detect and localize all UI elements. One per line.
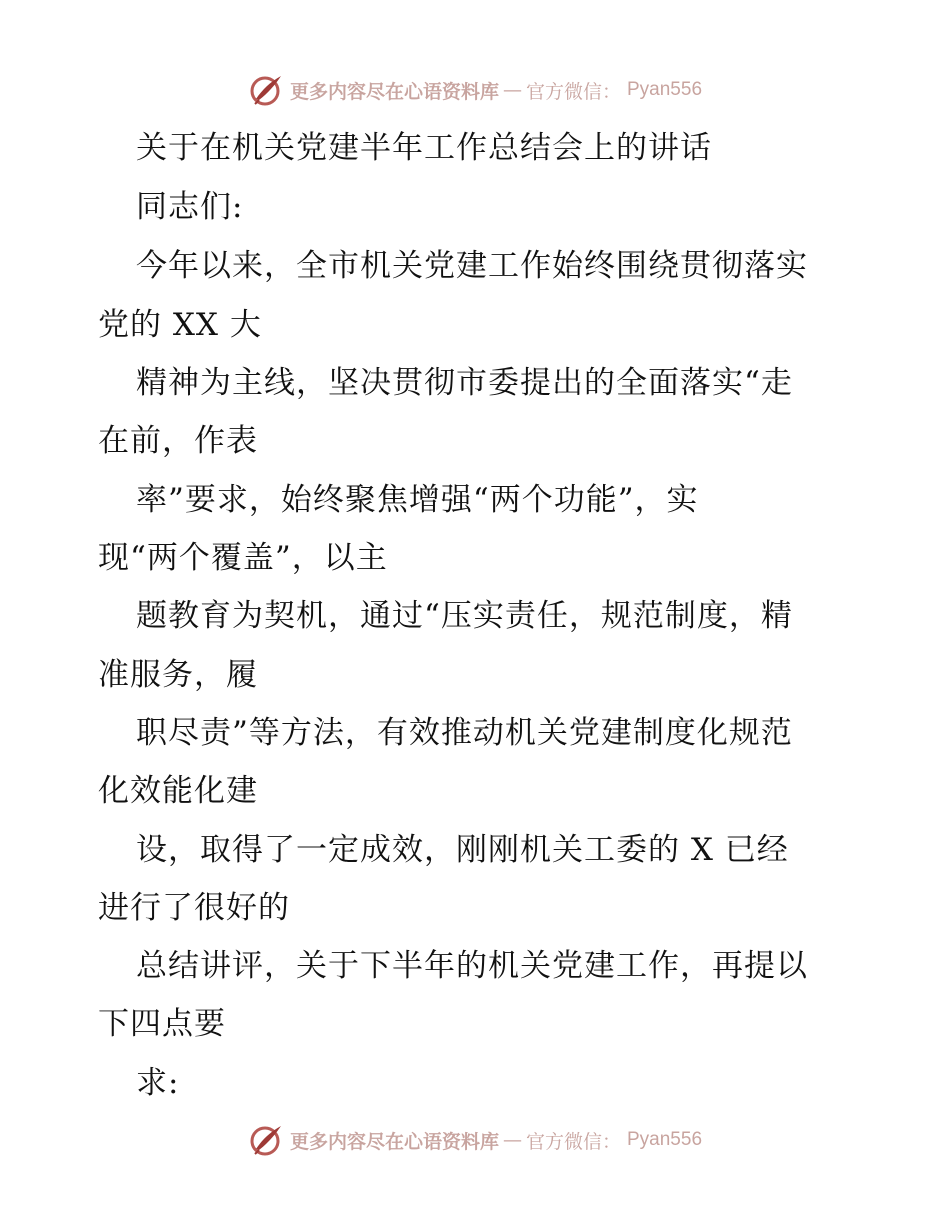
watermark-wechat-label: 官方微信：: [525, 80, 621, 103]
watermark-wechat-label: 官方微信：: [525, 1130, 621, 1153]
paragraph-line: 今年以来，全市机关党建工作始终围绕贯彻落实: [136, 248, 808, 284]
watermark-wechat-id: Pyan556: [627, 79, 703, 100]
paragraph-line: 精神为主线，坚决贯彻市委提出的全面落实“走: [136, 365, 793, 401]
paragraph-line: 在前，作表: [98, 423, 258, 459]
watermark-brand: 更多内容尽在心语资料库: [289, 1130, 499, 1153]
watermark-dash: —: [502, 79, 522, 101]
paragraph-line: 化效能化建: [98, 773, 258, 809]
paragraph-line: 党的 XX 大: [98, 307, 262, 343]
paragraph-line: 求:: [136, 1065, 180, 1101]
footer-watermark: [0, 1120, 950, 1160]
document-title: 关于在机关党建半年工作总结会上的讲话: [136, 130, 712, 166]
watermark-wechat-id: Pyan556: [627, 1129, 703, 1150]
paragraph-line: 下四点要: [98, 1006, 226, 1042]
paragraph-line: 总结讲评，关于下半年的机关党建工作，再提以: [136, 948, 808, 984]
paragraph-line: 职尽责”等方法，有效推动机关党建制度化规范: [136, 715, 793, 751]
watermark-brand: 更多内容尽在心语资料库: [289, 80, 499, 103]
paragraph-line: 题教育为契机，通过“压实责任，规范制度，精: [136, 598, 793, 634]
header-watermark: [0, 70, 950, 110]
paragraph-line: 现“两个覆盖”，以主: [98, 540, 388, 576]
paragraph-line: 进行了很好的: [98, 890, 290, 926]
quill-pen-logo-icon: [248, 72, 284, 108]
paragraph-line: 设，取得了一定成效，刚刚机关工委的 X 已经: [136, 832, 789, 868]
salutation: 同志们:: [136, 189, 244, 225]
paragraph-line: 准服务，履: [98, 657, 258, 693]
watermark-dash: —: [502, 1129, 522, 1151]
quill-pen-logo-icon: [248, 1122, 284, 1158]
paragraph-line: 率”要求，始终聚焦增强“两个功能”，实: [136, 482, 699, 518]
